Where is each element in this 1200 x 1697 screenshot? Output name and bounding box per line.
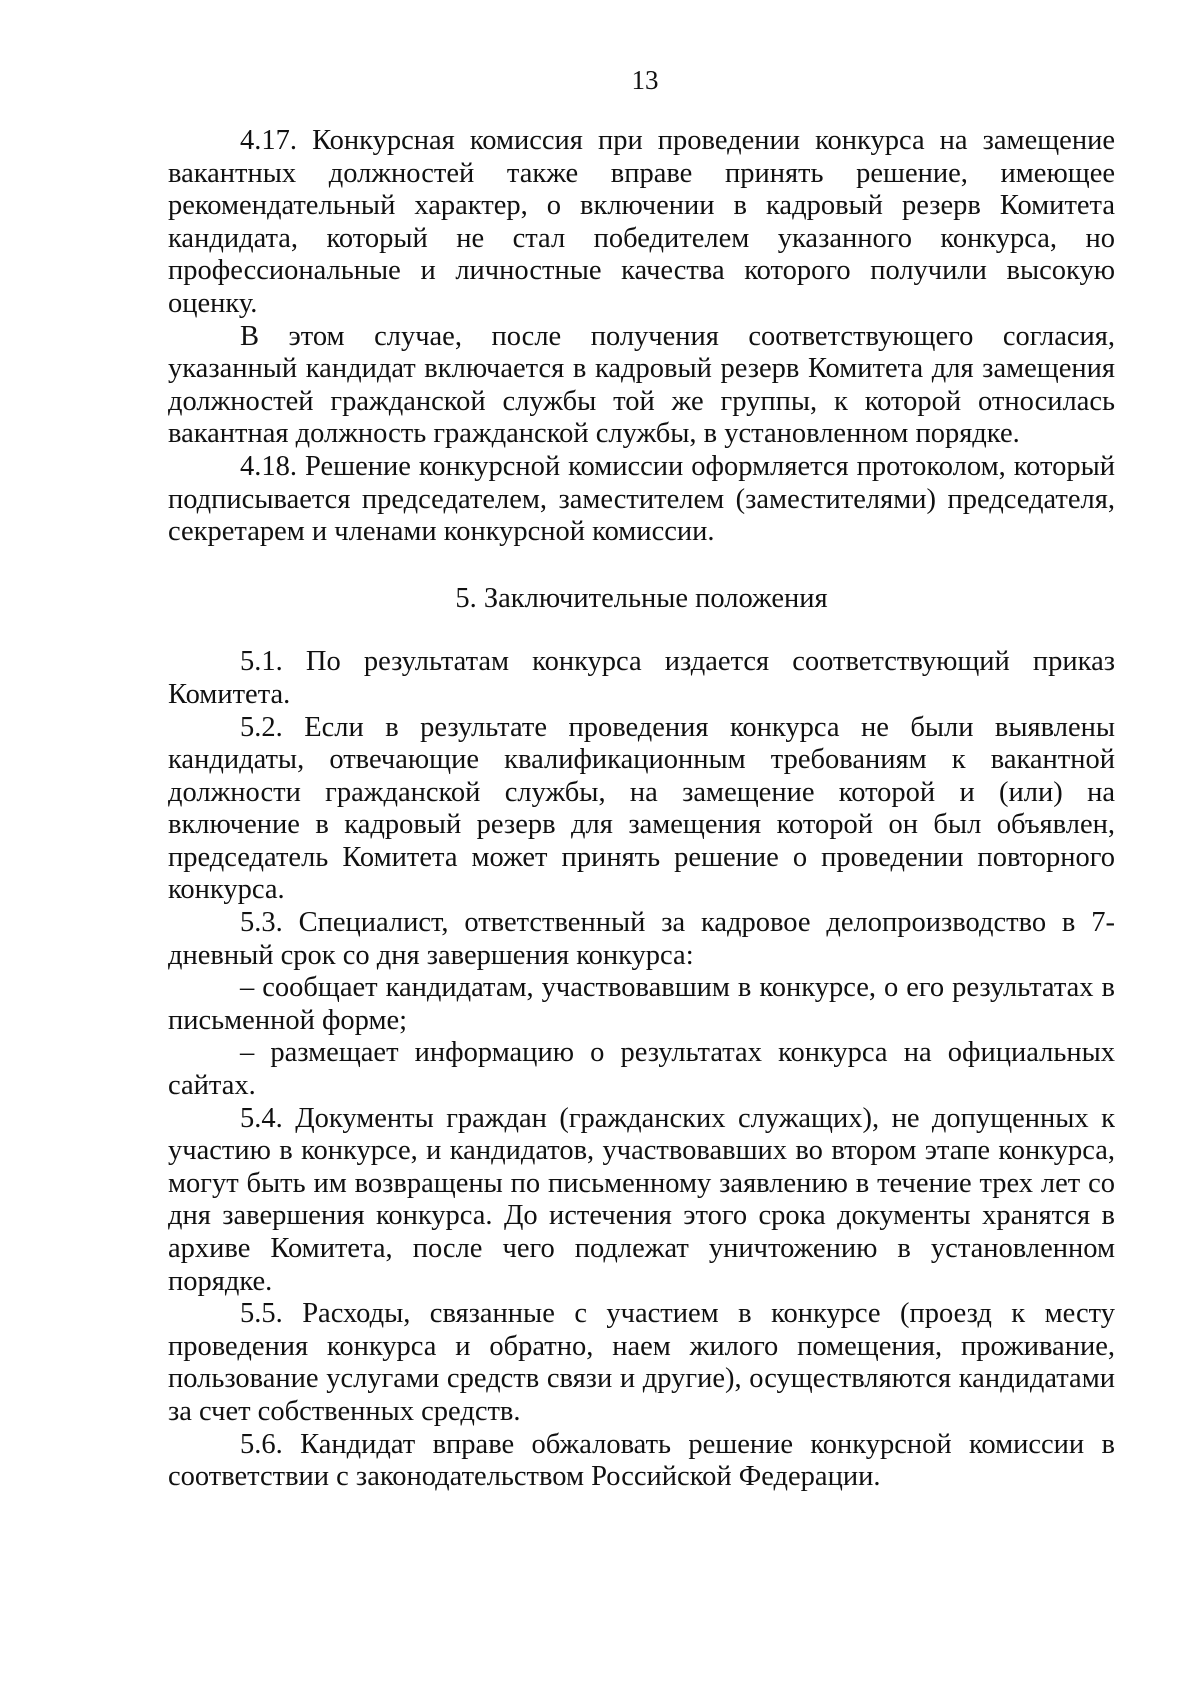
paragraph-4-17: 4.17. Конкурсная комиссия при проведении конкурса на замещение вакантных должностей также вправе принять решение, имеющее рекомендательный характер, о включении в кадровый резерв Комитета кандидата, который не стал победителем указанного конкурса, но профессиональные и личностные качества которого получили высокую оценку. — [168, 125, 1115, 319]
paragraph-4-18: 4.18. Решение конкурсной комиссии оформляется протоколом, который подписывается председателем, заместителем (заместителями) председателя, секретарем и членами конкурсной комиссии. — [168, 450, 1115, 548]
list-item-notify-candidates: – сообщает кандидатам, участвовавшим в конкурсе, о его результатах в письменной форме; — [168, 972, 1115, 1036]
paragraph-5-4: 5.4. Документы граждан (гражданских служащих), не допущенных к участию в конкурсе, и кандидатов, участвовавших во втором этапе конкурса, могут быть им возвращены по письменному заявлению в течение трех лет со дня завершения конкурса. До истечения этого срока документы хранятся в архиве Комитета, после чего подлежат уничтожению в установленном порядке. — [168, 1102, 1115, 1297]
paragraph-5-3: 5.3. Специалист, ответственный за кадровое делопроизводство в 7-дневный срок со дня завершения конкурса: — [168, 907, 1115, 971]
paragraph-5-5: 5.5. Расходы, связанные с участием в конкурсе (проезд к месту проведения конкурса и обратно, наем жилого помещения, проживание, пользование услугами средств связи и другие), осуществляются кандидатами за счет собственных средств. — [168, 1298, 1115, 1427]
list-item-publish-results: – размещает информацию о результатах конкурса на официальных сайтах. — [168, 1037, 1115, 1102]
document-body — [168, 125, 1115, 1494]
paragraph-5-6: 5.6. Кандидат вправе обжаловать решение конкурсной комиссии в соответствии с законодательством Российской Федерации. — [168, 1428, 1115, 1493]
page-number: 13 — [631, 65, 659, 95]
paragraph-5-2: 5.2. Если в результате проведения конкурса не были выявлены кандидаты, отвечающие квалификационным требованиям к вакантной должности гражданской службы, на замещение которой и (или) на включение в кадровый резерв для замещения которой он был объявлен, председатель Комитета может принять решение о проведении повторного конкурса. — [168, 711, 1115, 906]
paragraph-4-17-continuation: В этом случае, после получения соответствующего согласия, указанный кандидат включается в кадровый резерв Комитета для замещения должностей гражданской службы той же группы, к которой относилась вакантная должность гражданской службы, в установленном порядке. — [168, 320, 1115, 450]
section-heading: 5. Заключительные положения — [455, 582, 828, 614]
paragraph-5-1: 5.1. По результатам конкурса издается соответствующий приказ Комитета. — [168, 646, 1115, 710]
